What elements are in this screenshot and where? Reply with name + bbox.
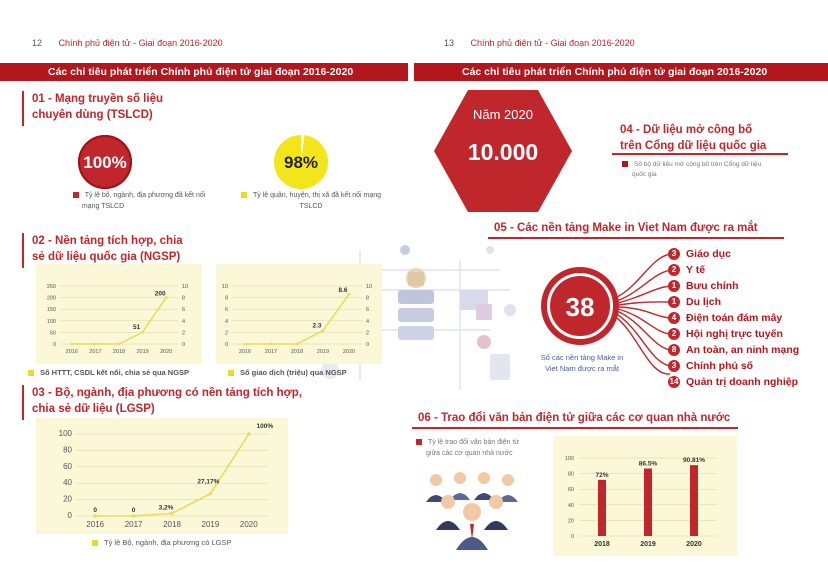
x-tick-label: 2019 (640, 541, 656, 548)
y-tick-label: 200 (46, 295, 56, 302)
section-06-legend-line2: giữa các cơ quan nhà nước (426, 450, 513, 457)
section-04-legend-line1: Số bộ dữ liệu mở công bố trên Cổng dữ liệu (634, 161, 762, 168)
left-page-header (32, 38, 223, 48)
x-tick-label: 2019 (201, 520, 220, 529)
x-tick-label: 2020 (686, 541, 702, 548)
x-tick-label: 2016 (238, 349, 252, 355)
y-tick-label: 20 (567, 518, 574, 525)
platform-label: Chính phủ số (686, 360, 754, 372)
x-tick-label: 2019 (316, 349, 330, 355)
section-01-title (32, 91, 163, 123)
left-running-title: Chính phủ điện tử - Giai đoạn 2016-2020 (58, 38, 223, 48)
data-point (209, 492, 213, 496)
data-label: 51 (132, 324, 141, 332)
edoc-exchange-chart (553, 436, 737, 556)
platform-item (668, 358, 753, 374)
bar (690, 465, 698, 536)
data-label: 200 (154, 290, 166, 298)
x-tick-label: 2019 (136, 349, 149, 355)
data-point (270, 343, 273, 346)
y2-tick-label: 10 (182, 284, 189, 290)
section-02-left-legend (28, 367, 189, 378)
x-tick-label: 2017 (264, 349, 278, 355)
left-band-title: Các chỉ tiêu phát triển Chính phủ điện tử giai đoạn 2016-2020 (48, 66, 354, 78)
section-05-title: 05 - Các nền tảng Make in Viet Nam được ra mắt (494, 222, 758, 234)
platform-label: Quản trị doanh nghiệp (686, 376, 798, 388)
section-01-right-legend-line2: TSLCD (299, 203, 323, 210)
y-tick-label: 50 (49, 330, 56, 337)
section-05-rule (488, 237, 784, 239)
x-tick-label: 2017 (124, 520, 143, 529)
platform-count: 2 (668, 264, 680, 276)
series-line (245, 294, 349, 344)
platform-label: Điện toán đám mây (686, 312, 783, 324)
legend-swatch-red (416, 439, 422, 445)
y2-tick-label: 6 (366, 307, 370, 314)
x-tick-label: 2020 (342, 349, 356, 355)
platform-item (668, 374, 798, 390)
legend-swatch-red (73, 192, 79, 198)
platform-label: Hội nghị trực tuyến (686, 328, 783, 340)
officials-group-illustration (420, 470, 524, 550)
data-label: 3,2% (158, 504, 174, 512)
section-01-right-legend (226, 190, 396, 212)
y-tick-label: 100 (564, 456, 574, 462)
left-title-band (0, 63, 408, 81)
platform-count: 14 (669, 377, 679, 387)
section-06-title: 06 - Trao đổi văn bản điện tử giữa các cơ quan nhà nước (418, 412, 731, 424)
y-tick-label: 0 (52, 342, 56, 348)
data-label: 90.81% (682, 457, 706, 465)
section-04-title-line2: trên Cổng dữ liệu quốc gia (620, 140, 767, 152)
x-tick-label: 2018 (112, 349, 126, 355)
data-label: 27,17% (197, 478, 220, 486)
make-in-vietnam-caption-line1: Số các nền tảng Make in (540, 353, 624, 362)
section-01-right-legend-line1: Tỷ lệ quận, huyện, thị xã đã kết nối mạng (252, 192, 382, 199)
right-page-number: 13 (444, 38, 455, 48)
legend-swatch-yellow (28, 370, 34, 376)
data-point (322, 329, 325, 332)
legend-swatch-red (622, 161, 628, 167)
right-running-title: Chính phủ điện tử - Giai đoạn 2016-2020 (470, 38, 635, 48)
section-01-left-legend (34, 190, 244, 212)
data-label: 72% (595, 471, 609, 479)
data-label: 86.5% (638, 460, 658, 468)
right-title-band (414, 63, 828, 81)
platform-count: 1 (668, 296, 680, 308)
legend-swatch-yellow (92, 540, 98, 546)
data-label: 0 (93, 507, 98, 514)
y-tick-label: 0 (67, 511, 72, 520)
section-01-rule (22, 91, 24, 126)
y2-tick-label: 4 (182, 318, 186, 325)
y-tick-label: 8 (224, 295, 228, 302)
y2-tick-label: 8 (182, 295, 186, 302)
section-06-legend-line1: Tỷ lệ trao đổi văn bản điện tử (428, 439, 520, 446)
platform-item (668, 278, 739, 294)
platform-item (668, 326, 783, 342)
ngsp-transactions-chart (216, 264, 382, 364)
platform-label: Du lịch (686, 296, 722, 308)
section-02-left-legend-text: Số HTTT, CSDL kết nối, chia sẻ qua NGSP (40, 368, 190, 377)
section-02-right-legend-text: Số giao dịch (triệu) qua NGSP (240, 368, 347, 377)
x-tick-label: 2018 (290, 349, 304, 355)
platform-item (668, 342, 799, 358)
y2-tick-label: 8 (366, 295, 370, 302)
section-06-rule (412, 427, 738, 429)
y-tick-label: 60 (567, 487, 574, 494)
platform-label: Giáo dục (686, 248, 731, 260)
data-point (94, 343, 97, 346)
platform-item (668, 310, 782, 326)
tslcd-donut-districts-value: 98% (283, 153, 319, 172)
section-04-title-line1: 04 - Dữ liệu mở công bố (620, 124, 753, 136)
right-page-header (444, 38, 635, 48)
data-point (296, 343, 299, 346)
y-tick-label: 10 (221, 284, 228, 290)
y-tick-label: 4 (224, 318, 228, 325)
x-tick-label: 2017 (89, 349, 102, 355)
open-data-value: 10.000 (467, 139, 539, 165)
platform-label: Y tế (686, 264, 706, 276)
x-tick-label: 2020 (160, 349, 173, 355)
data-label: 2.3 (312, 322, 322, 330)
platform-count: 2 (668, 328, 680, 340)
section-02-rule (22, 233, 24, 268)
tslcd-donut-districts (272, 133, 330, 191)
data-label: 100% (256, 423, 274, 430)
data-point (70, 343, 73, 346)
y-tick-label: 150 (46, 307, 56, 314)
section-01-title-line2: chuyên dùng (TSLCD) (32, 109, 153, 121)
y-tick-label: 2 (224, 330, 228, 337)
tslcd-donut-ministries-value: 100% (83, 153, 127, 172)
section-02-title-line1: 02 - Nền tảng tích hợp, chia (32, 235, 183, 247)
y-tick-label: 250 (46, 284, 56, 290)
section-04-legend (622, 160, 761, 180)
left-page-number: 12 (32, 38, 43, 48)
y2-tick-label: 6 (182, 307, 186, 314)
legend-swatch-yellow (241, 192, 247, 198)
section-01-left-legend-line1: Tỷ lệ bộ, ngành, địa phương đã kết nối (84, 192, 206, 199)
y-tick-label: 0 (224, 342, 228, 348)
bar (644, 469, 652, 536)
ngsp-systems-chart (36, 264, 202, 364)
x-tick-label: 2018 (594, 541, 610, 548)
platform-count: 3 (668, 248, 680, 260)
section-03-rule (22, 385, 24, 420)
platform-count: 3 (668, 360, 680, 372)
platform-item (668, 294, 721, 310)
section-04-legend-line2: quốc gia (632, 171, 657, 178)
section-03-legend-text: Tỷ lệ Bộ, ngành, địa phương có LGSP (104, 538, 232, 547)
right-band-title: Các chỉ tiêu phát triển Chính phủ điện tử giai đoạn 2016-2020 (462, 66, 768, 78)
make-in-vietnam-total: 38 (565, 292, 595, 322)
section-01-title-line1: 01 - Mạng truyền số liệu (32, 93, 163, 105)
tslcd-donut-ministries (76, 133, 134, 191)
data-point (348, 293, 351, 296)
section-03-title-line1: 03 - Bộ, ngành, địa phương có nền tảng tích hợp, (32, 387, 303, 399)
platform-count: 4 (668, 312, 680, 324)
x-tick-label: 2016 (65, 349, 78, 355)
lgsp-chart (36, 418, 288, 534)
y-tick-label: 6 (224, 307, 228, 314)
open-data-hexagon (432, 88, 574, 214)
y2-tick-label: 2 (366, 330, 370, 337)
y2-tick-label: 0 (366, 342, 370, 348)
y2-tick-label: 2 (182, 330, 186, 337)
y2-tick-label: 4 (366, 318, 370, 325)
platform-item (668, 262, 705, 278)
y2-tick-label: 10 (366, 284, 373, 290)
platform-count: 1 (668, 280, 680, 292)
data-point (244, 343, 247, 346)
section-02-right-legend (228, 367, 347, 378)
platform-count: 8 (668, 344, 680, 356)
section-03-title-line2: chia sẻ dữ liệu (LGSP) (32, 403, 155, 415)
y-tick-label: 100 (46, 318, 56, 325)
section-06-legend (416, 437, 519, 459)
y-tick-label: 40 (63, 478, 72, 488)
make-in-vietnam-caption (528, 352, 636, 374)
data-point (93, 514, 97, 518)
data-point (141, 331, 144, 334)
y-tick-label: 0 (570, 534, 574, 540)
platform-item (668, 246, 731, 262)
data-label: 0 (131, 507, 136, 514)
platform-label: Bưu chính (686, 280, 739, 292)
section-02-title (32, 233, 183, 265)
bar (598, 480, 606, 536)
data-point (247, 432, 251, 436)
y2-tick-label: 0 (182, 342, 186, 348)
section-03-title (32, 385, 302, 417)
section-03-legend (92, 537, 232, 548)
y-tick-label: 20 (63, 494, 72, 504)
x-tick-label: 2016 (86, 520, 105, 529)
data-point (132, 514, 136, 518)
y-tick-label: 80 (63, 445, 72, 455)
section-04-title (620, 122, 766, 154)
y-tick-label: 60 (63, 461, 72, 471)
y-tick-label: 80 (567, 471, 574, 478)
x-tick-label: 2018 (163, 520, 181, 529)
platform-label: An toàn, an ninh mạng (686, 344, 800, 356)
data-point (118, 343, 121, 346)
legend-swatch-yellow (228, 370, 234, 376)
x-tick-label: 2020 (239, 520, 258, 529)
data-point (170, 512, 174, 516)
section-02-title-line2: sẻ dữ liệu quốc gia (NGSP) (32, 251, 181, 263)
section-01-left-legend-line2: mạng TSLCD (81, 203, 125, 210)
y-tick-label: 40 (567, 502, 574, 509)
open-data-year: Năm 2020 (473, 107, 533, 122)
data-label: 8.6 (338, 287, 348, 295)
make-in-vietnam-caption-line2: Viet Nam được ra mắt (545, 364, 619, 373)
section-04-rule (612, 153, 788, 155)
y-tick-label: 100 (58, 429, 72, 438)
